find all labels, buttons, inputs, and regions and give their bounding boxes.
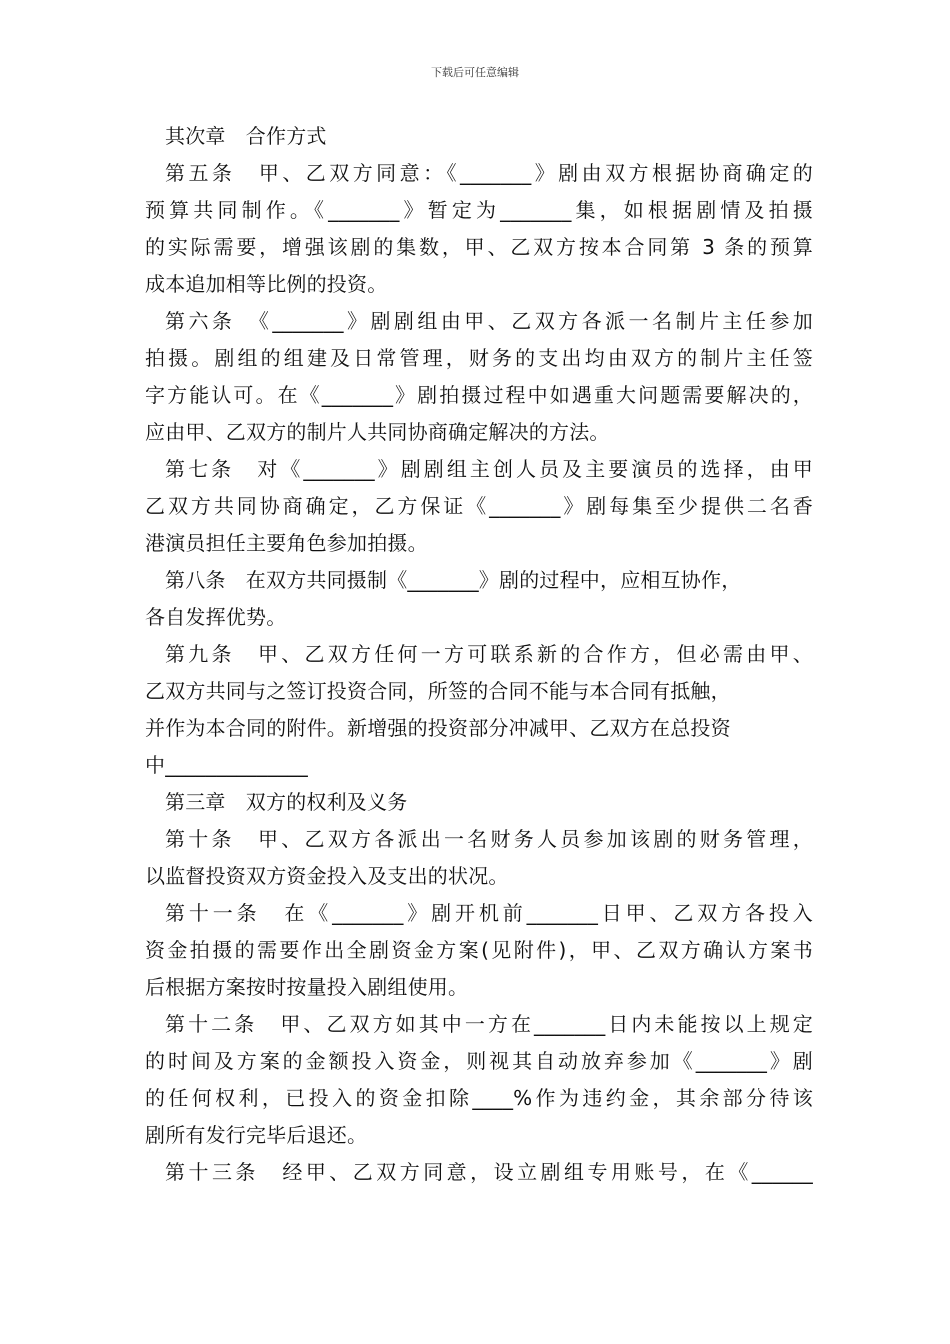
document-line: 后根据方案按时按量投入剧组使用。 xyxy=(145,975,469,999)
document-line: 第九条 甲、乙双方任何一方可联系新的合作方，但必需由甲、 xyxy=(165,642,813,666)
document-line: 第十一条 在《_______》剧开机前_______日甲、乙双方各投入 xyxy=(165,901,813,925)
document-line: 第八条 在双方共同摄制《_______》剧的过程中，应相互协作， xyxy=(165,568,742,592)
document-line: 乙双方共同与之签订投资合同，所签的合同不能与本合同有抵触， xyxy=(145,679,731,703)
document-line: 并作为本合同的附件。新增强的投资部分冲减甲、乙双方在总投资 xyxy=(145,716,731,740)
page-header: 下载后可任意编辑 xyxy=(431,66,519,79)
document-line: 港演员担任主要角色参加拍摄。 xyxy=(145,531,428,555)
document-body xyxy=(145,118,813,1191)
document-line: 中______________ xyxy=(145,753,308,777)
document-line: 第十三条 经甲、乙双方同意，设立剧组专用账号，在《______ xyxy=(165,1160,813,1184)
document-line: 第五条 甲、乙双方同意：《_______》剧由双方根据协商确定的 xyxy=(165,161,813,185)
document-line: 预算共同制作。《_______》暂定为_______集，如根据剧情及拍摄 xyxy=(145,198,813,222)
document-line: 应由甲、乙双方的制片人共同协商确定解决的方法。 xyxy=(145,420,610,444)
document-line: 第十条 甲、乙双方各派出一名财务人员参加该剧的财务管理， xyxy=(165,827,813,851)
document-line: 第六条 《_______》剧剧组由甲、乙双方各派一名制片主任参加 xyxy=(165,309,813,333)
document-line: 乙双方共同协商确定，乙方保证《_______》剧每集至少提供二名香 xyxy=(145,494,813,518)
document-line: 的任何权利，已投入的资金扣除____%作为违约金，其余部分待该 xyxy=(145,1086,813,1110)
document-line: 的时间及方案的金额投入资金，则视其自动放弃参加《_______》剧 xyxy=(145,1049,813,1073)
document-line: 成本追加相等比例的投资。 xyxy=(145,272,388,296)
document-line: 字方能认可。在《_______》剧拍摄过程中如遇重大问题需要解决的， xyxy=(145,383,813,407)
document-line: 第十二条 甲、乙双方如其中一方在_______日内未能按以上规定 xyxy=(165,1012,813,1036)
document-line: 剧所有发行完毕后退还。 xyxy=(145,1123,368,1147)
document-line: 第三章 双方的权利及义务 xyxy=(165,790,408,814)
document-line: 第七条 对《_______》剧剧组主创人员及主要演员的选择，由甲 xyxy=(165,457,813,481)
document-line: 以监督投资双方资金投入及支出的状况。 xyxy=(145,864,509,888)
document-line: 资金拍摄的需要作出全剧资金方案(见附件)，甲、乙双方确认方案书 xyxy=(145,938,813,962)
document-line: 其次章 合作方式 xyxy=(165,124,327,148)
document-line: 拍摄。剧组的组建及日常管理，财务的支出均由双方的制片主任签 xyxy=(145,346,813,370)
document-line: 各自发挥优势。 xyxy=(145,605,287,629)
document-line: 的实际需要，增强该剧的集数，甲、乙双方按本合同第 3 条的预算 xyxy=(145,235,813,259)
